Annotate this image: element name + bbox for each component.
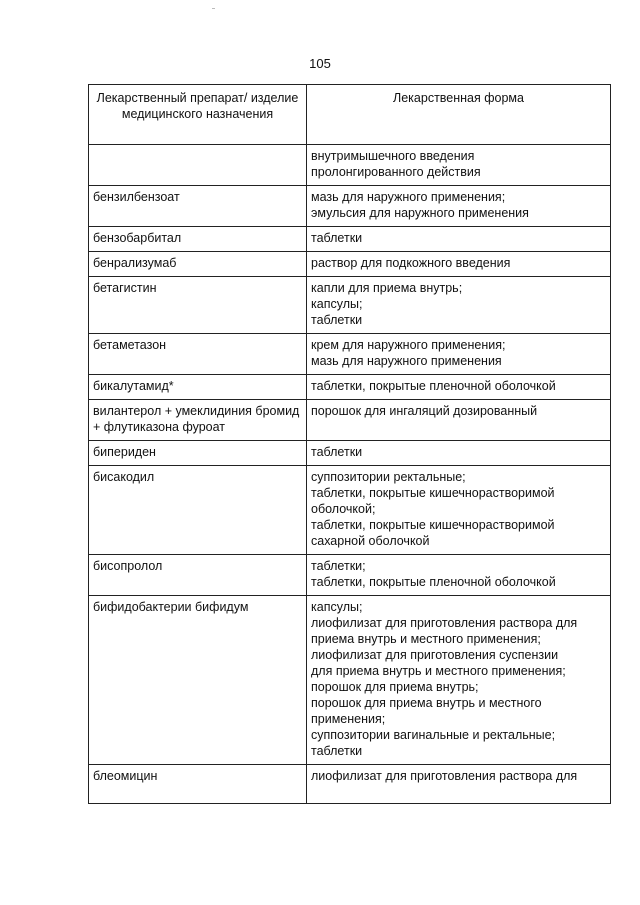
- dosage-form-cell: [307, 596, 611, 765]
- drug-name-cell: бетагистин: [89, 277, 307, 334]
- header-form: Лекарственная форма: [307, 85, 611, 145]
- dosage-form-cell: [307, 555, 611, 596]
- dosage-form-cell: [307, 334, 611, 375]
- dosage-form-cell: [307, 441, 611, 466]
- drug-name-cell: бензилбензоат: [89, 186, 307, 227]
- dosage-form-line: для приема внутрь и местного применения;: [311, 664, 566, 678]
- dosage-form-line: применения;: [311, 712, 386, 726]
- dosage-form-line: таблетки, покрытые кишечнорастворимой: [311, 518, 555, 532]
- drug-name-cell: бисакодил: [89, 466, 307, 555]
- dosage-form-line: лиофилизат для приготовления суспензии: [311, 648, 559, 662]
- dosage-form-line: капсулы;: [311, 600, 363, 614]
- dosage-form-line: порошок для приема внутрь;: [311, 680, 479, 694]
- drug-name-cell: бетаметазон: [89, 334, 307, 375]
- dosage-form-cell: [307, 466, 611, 555]
- dosage-form-line: мазь для наружного применения;: [311, 190, 506, 204]
- drug-name-cell: бенрализумаб: [89, 252, 307, 277]
- dosage-form-cell: [307, 765, 611, 804]
- dosage-form-line: таблетки, покрытые пленочной оболочкой: [311, 575, 556, 589]
- table-row: [89, 466, 611, 555]
- dosage-form-line: таблетки;: [311, 559, 366, 573]
- drug-name-cell: блеомицин: [89, 765, 307, 804]
- table-row: [89, 441, 611, 466]
- dosage-form-cell: [307, 145, 611, 186]
- header-drug: Лекарственный препарат/ изделие медицинского назначения: [89, 85, 307, 145]
- dosage-form-line: таблетки: [311, 744, 363, 758]
- dosage-form-cell: [307, 186, 611, 227]
- dosage-form-line: капли для приема внутрь;: [311, 281, 463, 295]
- dosage-form-line: таблетки: [311, 231, 363, 245]
- dosage-form-line: лиофилизат для приготовления раствора для: [311, 616, 578, 630]
- page-number: 105: [309, 56, 331, 71]
- dosage-form-line: раствор для подкожного введения: [311, 256, 511, 270]
- dosage-form-cell: [307, 227, 611, 252]
- table-row: [89, 145, 611, 186]
- dosage-form-line: оболочкой;: [311, 502, 376, 516]
- table-row: [89, 765, 611, 804]
- dosage-form-line: лиофилизат для приготовления раствора для: [311, 769, 578, 783]
- table-row: [89, 334, 611, 375]
- table-row: [89, 186, 611, 227]
- dosage-form-line: порошок для приема внутрь и местного: [311, 696, 542, 710]
- drug-name-cell: бензобарбитал: [89, 227, 307, 252]
- dosage-form-cell: [307, 252, 611, 277]
- dosage-form-cell: [307, 375, 611, 400]
- table-row: [89, 227, 611, 252]
- table-row: [89, 277, 611, 334]
- table-row: [89, 596, 611, 765]
- dosage-form-line: суппозитории ректальные;: [311, 470, 466, 484]
- drug-name-cell: бифидобактерии бифидум: [89, 596, 307, 765]
- dosage-form-line: эмульсия для наружного применения: [311, 206, 529, 220]
- drug-name-cell: [89, 145, 307, 186]
- table-header: [89, 85, 611, 145]
- table-row: [89, 555, 611, 596]
- drug-name-cell: бисопролол: [89, 555, 307, 596]
- table-row: [89, 400, 611, 441]
- drug-name-cell: бипериден: [89, 441, 307, 466]
- dosage-form-line: мазь для наружного применения: [311, 354, 502, 368]
- scan-mark: [212, 8, 215, 9]
- dosage-form-line: суппозитории вагинальные и ректальные;: [311, 728, 556, 742]
- dosage-form-line: порошок для ингаляций дозированный: [311, 404, 538, 418]
- dosage-form-line: таблетки, покрытые кишечнорастворимой: [311, 486, 555, 500]
- dosage-form-line: приема внутрь и местного применения;: [311, 632, 541, 646]
- table-row: [89, 252, 611, 277]
- drug-name-cell: вилантерол + умеклидиния бромид + флутиказона фуроат: [89, 400, 307, 441]
- table-body: [89, 145, 611, 804]
- header-row: [89, 85, 611, 145]
- drug-name-cell: бикалутамид*: [89, 375, 307, 400]
- dosage-form-line: таблетки: [311, 445, 363, 459]
- dosage-form-line: крем для наружного применения;: [311, 338, 506, 352]
- dosage-form-line: капсулы;: [311, 297, 363, 311]
- table-row: [89, 375, 611, 400]
- dosage-form-line: таблетки: [311, 313, 363, 327]
- dosage-form-line: пролонгированного действия: [311, 165, 481, 179]
- drug-table: [88, 84, 611, 804]
- dosage-form-line: сахарной оболочкой: [311, 534, 430, 548]
- dosage-form-line: внутримышечного введения: [311, 149, 475, 163]
- dosage-form-cell: [307, 400, 611, 441]
- dosage-form-cell: [307, 277, 611, 334]
- dosage-form-line: таблетки, покрытые пленочной оболочкой: [311, 379, 556, 393]
